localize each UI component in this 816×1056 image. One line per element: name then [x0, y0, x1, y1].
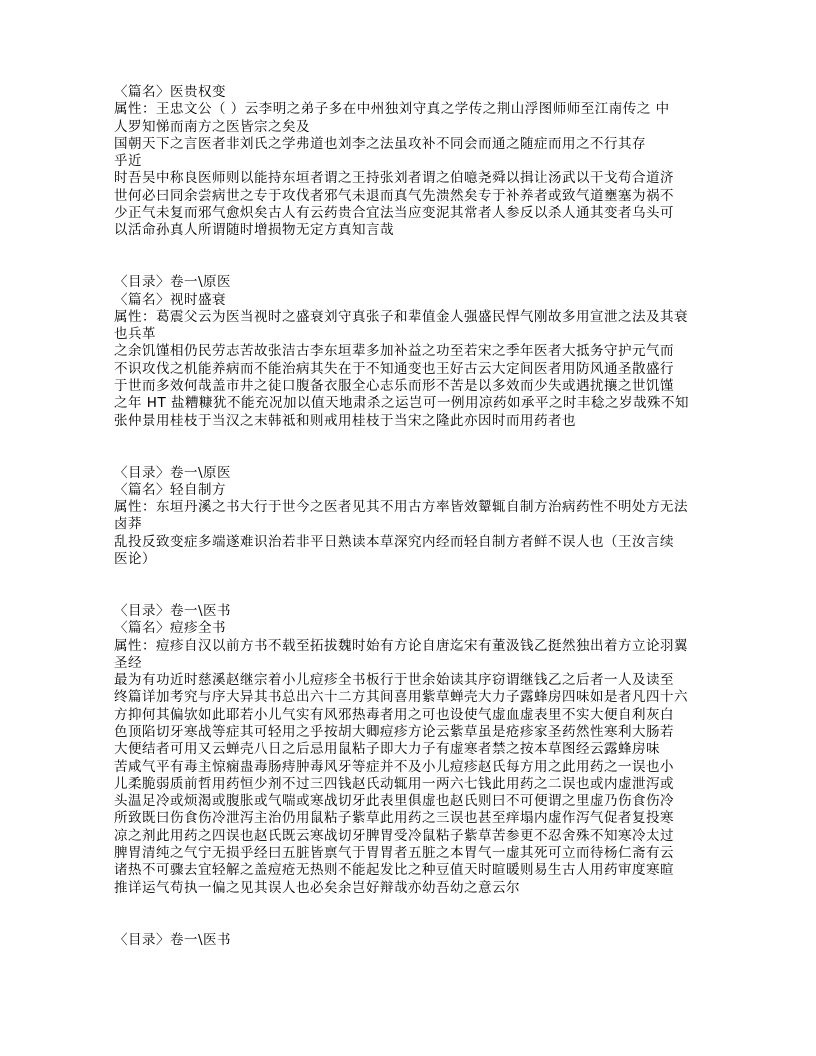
text-line: 不识攻伐之机能养病而不能治病其失在于不知通变也王好古云大定间医者用防风通圣散盛行 — [114, 360, 674, 377]
text-line: 之余饥馑相仍民劳志苦故张洁古李东垣辈多加补益之功至若宋之季年医者大抵务守护元气而 — [114, 343, 674, 360]
text-line: 圣经 — [114, 654, 142, 671]
text-line: 医论） — [114, 551, 156, 568]
text-line: 〈目录〉卷一\原医 — [114, 464, 232, 481]
document-section — [114, 84, 754, 240]
text-line: 儿柔脆弱质前哲用药恒少剂不过三四钱赵氏动辄用一两六七钱此用药之二误也或内虚泄泻或 — [114, 775, 674, 792]
text-line: 属性：痘疹自汉以前方书不载至拓拔魏时始有方论自唐迄宋有董汲钱乙挺然独出着方立论羽翼 — [114, 637, 688, 654]
document-section — [114, 274, 754, 430]
text-line: 张仲景用桂枝于当汉之末韩祗和则戒用桂枝于当宋之隆此亦因时而用药者也 — [114, 412, 576, 429]
text-line: 诸热不可骤去宜轻解之盖痘疮无热则不能起发比之种豆值天时暄暖则易生古人用药审度寒暄 — [114, 862, 674, 879]
text-line: 属性：王忠文公（ ）云李明之弟子多在中州独刘守真之学传之荆山浮图师师至江南传之 中 — [114, 101, 670, 118]
text-line: 以活命孙真人所谓随时增损物无定方真知言哉 — [114, 222, 394, 239]
text-line: 世何必曰同余尝病世之专于攻伐者邪气未退而真气先溃然矣专于补养者或致气道壅塞为祸不 — [114, 187, 674, 204]
text-line: 色顶陷切牙寒战等症其可轻用之乎按胡大卿痘疹方论云紫草虽是疮疹家圣药然性寒利大肠若 — [114, 723, 674, 740]
text-line: 乎近 — [114, 153, 142, 170]
text-line: 〈篇名〉轻自制方 — [114, 481, 226, 498]
document-content — [114, 84, 754, 949]
text-line: 头温足冷或烦渴或腹胀或气喘或寒战切牙此表里俱虚也赵氏则曰不可便谓之里虚乃伤食伤冷 — [114, 793, 674, 810]
text-line: 卤莽 — [114, 516, 142, 533]
text-line: 大便结者可用又云蝉壳八日之后忌用鼠粘子即大力子有虚寒者禁之按本草图经云露蜂房味 — [114, 741, 660, 758]
text-line: 脾胃清纯之气宁无损乎经曰五脏皆禀气于胃胃者五脏之本胃气一虚其死可立而待杨仁斋有云 — [114, 845, 674, 862]
text-line: 国朝天下之言医者非刘氏之学弗道也刘李之法虽攻补不同会而通之随症而用之不行其存 — [114, 135, 646, 152]
text-line: 〈篇名〉视时盛衰 — [114, 291, 226, 308]
text-line: 属性：葛震父云为医当视时之盛衰刘守真张子和辈值金人强盛民悍气刚故多用宣泄之法及其衰 — [114, 308, 688, 325]
text-line: 凉之剂此用药之四误也赵氏既云寒战切牙脾胃受冷鼠粘子紫草苦参更不忍舍殊不知寒冷太过 — [114, 827, 674, 844]
document-section — [114, 603, 754, 897]
text-line: 乱投反致变症多端遂难识治若非平日熟读本草深究内经而轻自制方者鲜不误人也（王汝言续 — [114, 533, 674, 550]
text-line: 苦咸气平有毒主惊痫蛊毒肠痔肿毒风牙等症并不及小儿痘疹赵氏每方用之此用药之一误也小 — [114, 758, 674, 775]
text-line: 所致既曰伤食伤冷泄泻主治仍用鼠粘子紫草此用药之三误也甚至痒塌内虚作泻气促者复投寒 — [114, 810, 674, 827]
text-line: 最为有功近时慈溪赵继宗着小儿痘疹全书板行于世余始读其序窃谓继钱乙之后者一人及读至 — [114, 672, 674, 689]
text-line: 人罗知悌而南方之医皆宗之矣及 — [114, 118, 310, 135]
text-line: 于世而多效何哉盖市井之徒口腹备衣服全心志乐而形不苦是以多效而少失或遇扰攘之世饥馑 — [114, 378, 674, 395]
text-line: 〈篇名〉痘疹全书 — [114, 620, 226, 637]
text-line: 终篇详加考究与序大异其书总出六十二方其间喜用紫草蝉壳大力子露蜂房四味如是者凡四十六 — [114, 689, 688, 706]
text-line: 推详运气苟执一偏之见其误人也必矣余岂好辩哉亦幼吾幼之意云尔 — [114, 879, 520, 896]
text-line: 〈目录〉卷一\医书 — [114, 931, 232, 948]
text-line: 方抑何其偏欤如此耶若小儿气实有风邪热毒者用之可也设使气虚血虚表里不实大便自利灰白 — [114, 706, 674, 723]
text-line: 〈篇名〉医贵权变 — [114, 84, 226, 100]
text-line: 时吾吴中称良医师则以能持东垣者谓之王持张刘者谓之伯噫尧舜以揖让汤武以干戈苟合道济 — [114, 170, 674, 187]
text-line: 少正气未复而邪气愈炽矣古人有云药贵合宜法当应变泥其常者人参反以杀人通其变者乌头可 — [114, 205, 674, 222]
text-line: 之年 HT 盐糟糠犹不能充况加以值天地肃杀之运岂可一例用凉药如承平之时丰稔之岁哉殊不知 — [114, 395, 689, 412]
document-section — [114, 932, 754, 949]
document-section — [114, 465, 754, 569]
text-line: 〈目录〉卷一\医书 — [114, 602, 232, 619]
text-line: 〈目录〉卷一\原医 — [114, 274, 232, 291]
text-line: 属性：东垣丹溪之书大行于世今之医者见其不用古方率皆效颦辄自制方治病药性不明处方无法 — [114, 499, 688, 516]
text-line: 也兵革 — [114, 326, 156, 343]
